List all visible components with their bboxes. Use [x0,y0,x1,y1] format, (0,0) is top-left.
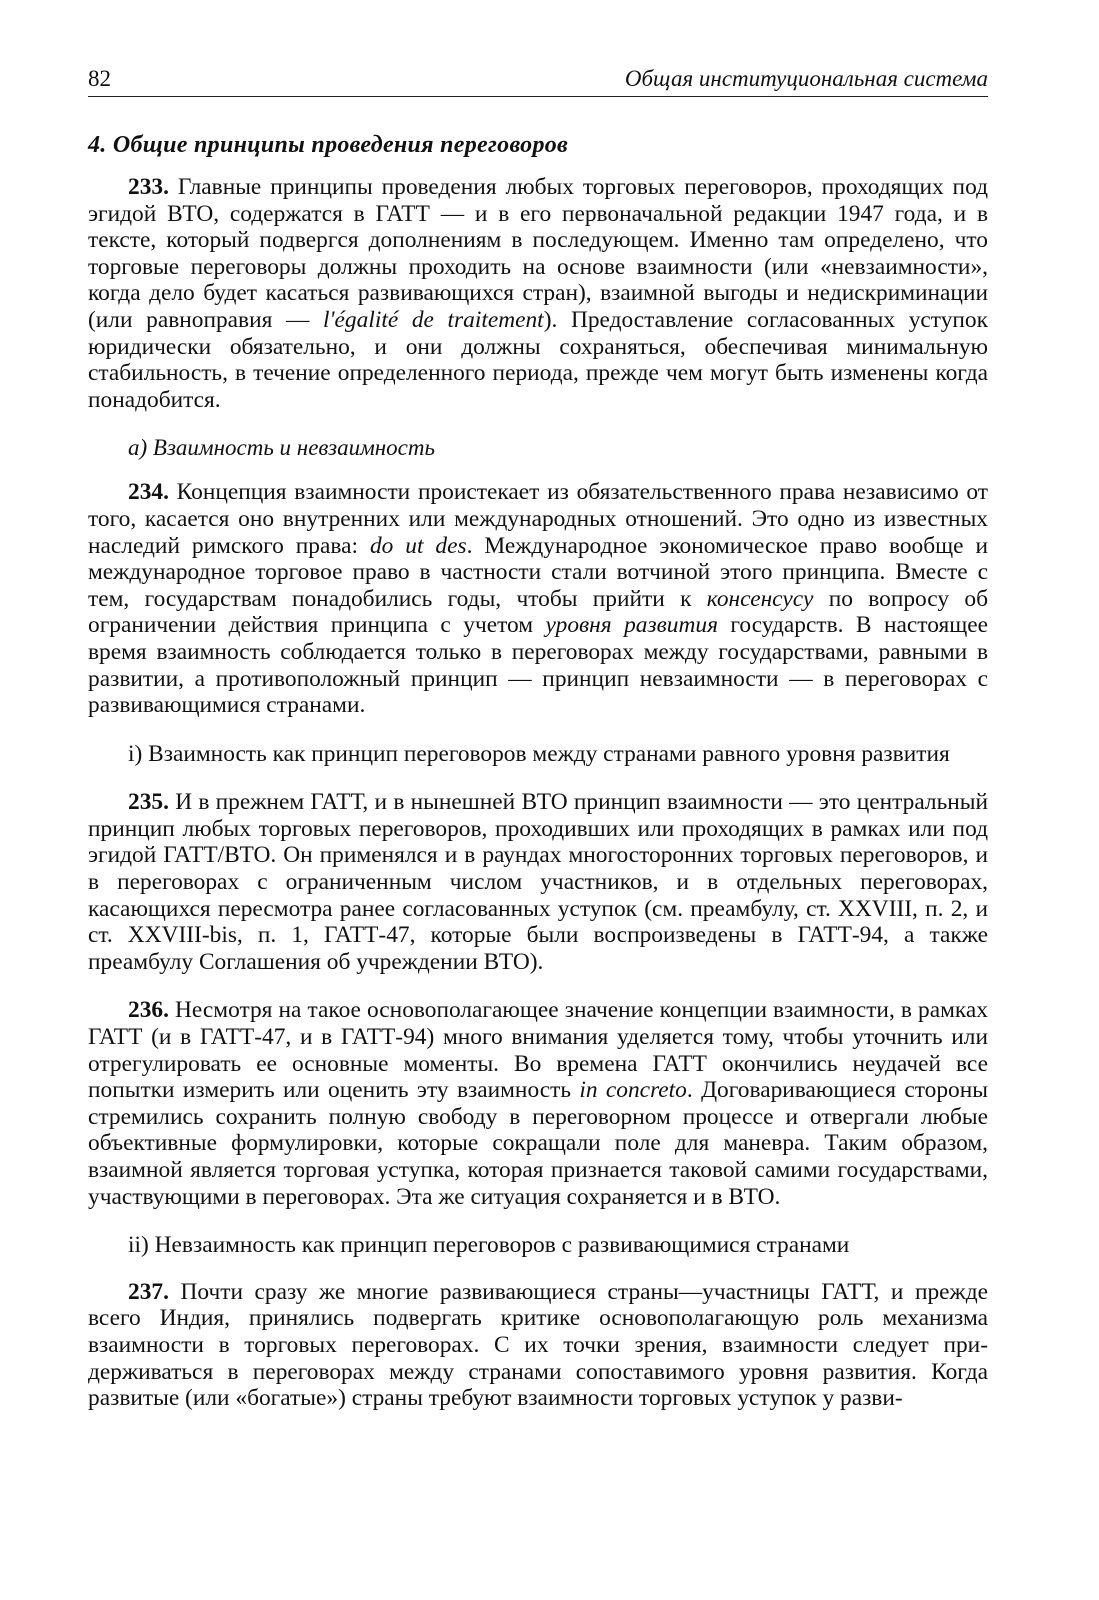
subsection-heading-a: а) Взаимность и невзаимность [128,435,435,461]
italic-phrase: in concreto [579,1077,687,1104]
paragraph-235 [88,789,988,975]
paragraph-number: 235. [128,789,169,816]
paragraph-number: 233. [128,174,169,200]
subsection-heading-i: i) Взаимность как принцип переговоров между странами равного уровня развития [128,740,950,767]
paragraph-234 [88,479,988,718]
paragraph-text: Главные принципы проведения любых торговых переговоров, проходящих под эгидой ВТО, содержатся в ГАТТ — и в его первоначальной редакции 1947 года, и в тексте, который подвергся дополнениям в последующем. Именно там определено, что торговые переговоры должны проходить на основе взаимности (или «невзаимности», когда дело будет касаться развивающихся стран), взаимной выгоды и недискриминации (или равноправия — [88,174,988,333]
italic-phrase: l'égalité de traitement [323,306,544,333]
paragraph-text: по вопросу об ограничении действия принципа с учетом [88,585,988,639]
paragraph-text: И в прежнем ГАТТ, и в нынешней ВТО принцип взаимности — это центральный принцип любых торговых переговоров, проходивших или проходящих в рамках или под эгидой ГАТТ/ВТО. Он применялся и в раундах многосторонних торговых переговоров, и в переговорах с ограниченным числом участников, и в отдельных переговорах, касающихся пересмотра ранее согласованных уступок (см. преамбулу, ст. XXVIII, п. 2, и ст. XXVIII-bis, п. 1, ГАТТ-47, которые были воспроизведены в ГАТТ-94, а также преамбулу Соглашения об учреждении ВТО). [88,789,988,975]
italic-phrase: do ut des [369,532,467,559]
page-content [88,130,988,1434]
paragraph-237 [88,1279,988,1412]
running-title: Общая институциональная система [624,66,988,91]
paragraph-text: государств. В настоящее время взаимность соблюдается только в переговорах между государствами, равными в развитии, а противоположный принцип — принцип невзаимности — в переговорах с развивающимися странами. [88,612,988,719]
section-title: 4. Общие принципы проведения переговоров [88,132,569,158]
paragraph-text: Концепция взаимности проистекает из обязательственного права независимо от того, касается оно внутренних или международных отношений. Это одно из известных наследий римского права: [88,479,988,559]
paragraph-text: Несмотря на такое основополагающее значение концепции взаимности, в рамках ГАТТ (и в ГАТТ-47, и в ГАТТ-94) много внимания уделяется тому, чтобы уточнить или отрегулировать ее основные моменты. Во времена ГАТТ окончились неудачей все попытки измерить или оценить эту взаимность [88,997,988,1104]
paragraph-236 [88,997,988,1210]
paragraph-text: . Договаривающиеся стороны стремились сохранить полную свободу в переговорном процессе и отвергали любые объективные формулировки, которые сокращали поле для маневра. Таким образом, взаимной является торговая уступка, которая признается таковой самими государствами, участвующими в переговорах. Эта же ситуация сохраняется и в ВТО. [88,1077,988,1210]
running-header [88,62,988,97]
paragraph-number: 236. [128,997,169,1024]
paragraph-number: 234. [128,479,169,506]
paragraph-text: Почти сразу же многие развивающиеся страны—участницы ГАТТ, и прежде всего Индия, принялись подвергать критике основополагающую роль механизма взаимности в торговых переговорах. С их точки зрения, взаимности следует придерживаться в переговорах между странами сопоставимого уровня развития. Когда развитые (или «богатые») страны требуют взаимности торговых уступок у разви- [88,1278,988,1412]
paragraph-233 [88,174,988,413]
italic-phrase: уровня развития [545,612,718,639]
subsection-heading-ii: ii) Невзаимность как принцип переговоров с развивающимися странами [128,1232,850,1259]
paragraph-text: ). Предоставление согласованных уступок юридически обязательно, и они должны сохраняться, обеспечивая минимальную стабильность, в течение определенного периода, прежде чем могут быть изменены когда понадобится. [88,306,988,413]
paragraph-text: . Международное экономическое право вообще и международное торговое право в частности стали вотчиной этого принципа. Вместе с тем, государствам понадобились годы, чтобы прийти к [88,532,988,612]
paragraph-number: 237. [128,1278,169,1305]
page-number: 82 [88,66,111,91]
italic-phrase: консенсусу [706,585,814,612]
